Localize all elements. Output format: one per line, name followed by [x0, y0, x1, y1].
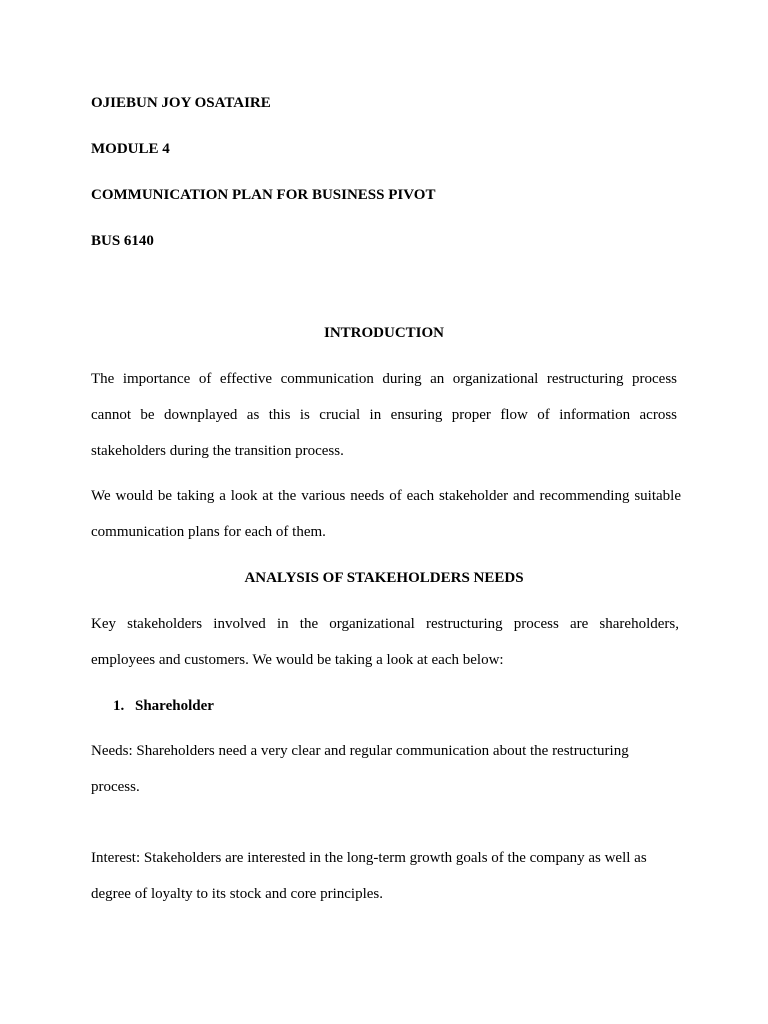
- analysis-heading: ANALYSIS OF STAKEHOLDERS NEEDS: [244, 570, 524, 586]
- introduction-paragraph-1: The importance of effective communication during an organizational restructuring process cannot be downplayed as this is crucial in ensuring proper flow of information across stakeholders during the transition process.: [91, 371, 677, 459]
- shareholder-interest: Interest: Stakeholders are interested in the long-term growth goals of the company as well as degree of loyalty to its stock and core principles.: [91, 850, 647, 902]
- shareholder-needs: Needs: Shareholders need a very clear and regular communication about the restructuring process.: [91, 743, 629, 795]
- module-label: MODULE 4: [91, 141, 170, 157]
- course-code: BUS 6140: [91, 233, 154, 249]
- list-number: 1.: [113, 698, 125, 714]
- shareholder-heading: Shareholder: [135, 698, 214, 714]
- author-name: OJIEBUN JOY OSATAIRE: [91, 95, 271, 111]
- analysis-paragraph: Key stakeholders involved in the organizational restructuring process are shareholders, employees and customers. We would be taking a look at each below:: [91, 616, 679, 668]
- introduction-paragraph-2: We would be taking a look at the various needs of each stakeholder and recommending suitable communication plans for each of them.: [91, 488, 681, 540]
- shareholder-list-item: [113, 697, 214, 715]
- introduction-heading: INTRODUCTION: [323, 325, 444, 341]
- document-title: COMMUNICATION PLAN FOR BUSINESS PIVOT: [91, 187, 436, 203]
